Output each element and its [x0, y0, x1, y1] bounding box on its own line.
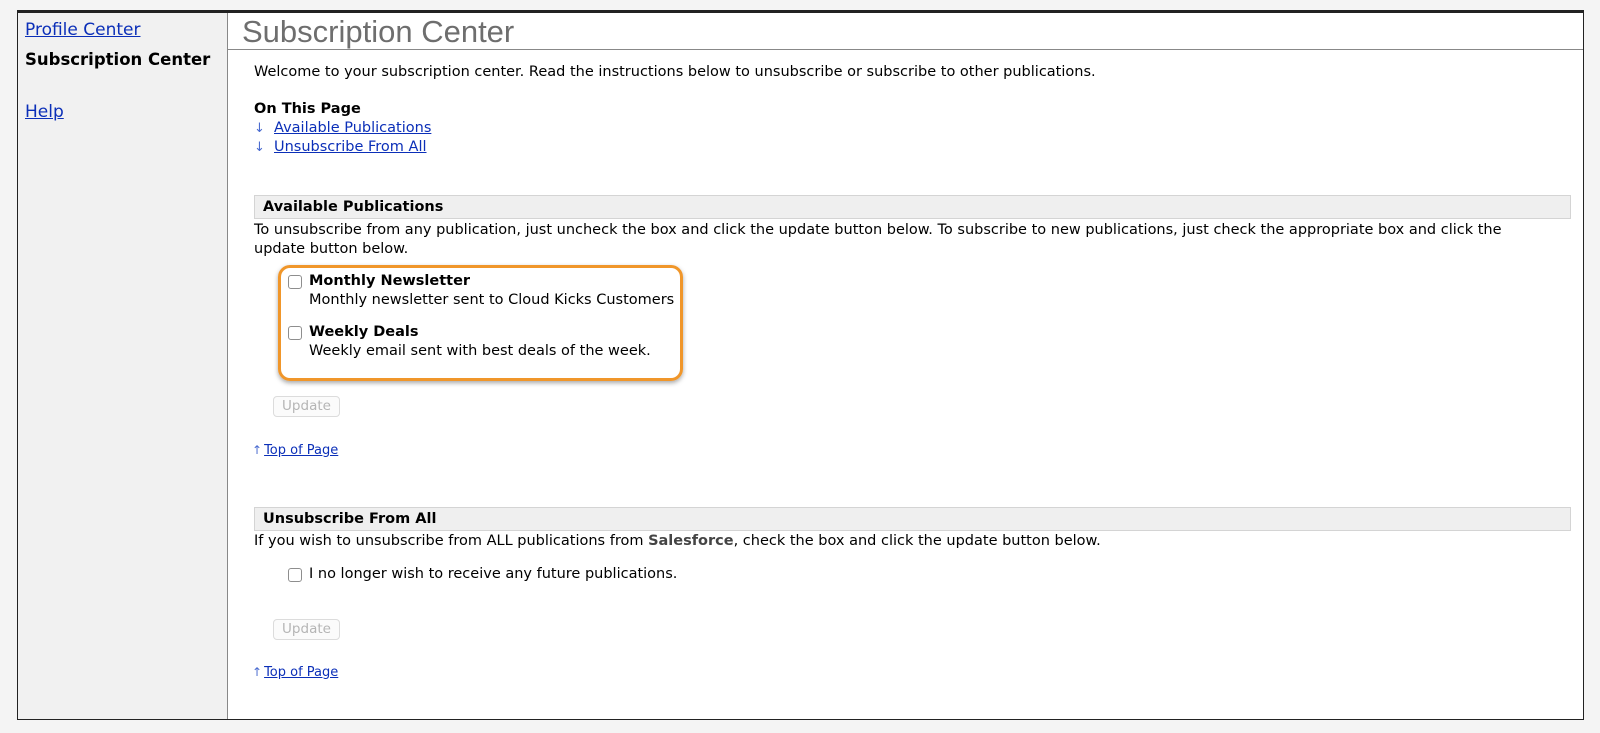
publication-name: Monthly Newsletter [309, 273, 471, 289]
unsubscribe-from-all-heading: Unsubscribe From All [254, 507, 1571, 531]
update-unsubscribe-button[interactable]: Update [273, 619, 340, 640]
unsubscribe-instructions-before: If you wish to unsubscribe from ALL publications from [254, 533, 649, 549]
page-title: Subscription Center [228, 13, 1583, 50]
on-this-page-heading: On This Page [254, 101, 361, 117]
main-content [228, 13, 1583, 719]
on-this-page-item [254, 139, 427, 155]
company-name: Salesforce [648, 533, 734, 549]
arrow-down-icon: ↓ [254, 121, 265, 136]
available-publications-heading: Available Publications [254, 195, 1571, 219]
profile-center-link[interactable]: Profile Center [25, 20, 141, 40]
intro-text: Welcome to your subscription center. Read the instructions below to unsubscribe or subscribe to other publications. [254, 64, 1096, 80]
arrow-up-icon: ↑ [252, 443, 263, 457]
available-publications-link[interactable]: Available Publications [274, 120, 432, 136]
unsubscribe-all-label: I no longer wish to receive any future publications. [309, 566, 678, 582]
top-of-page-link[interactable]: Top of Page [264, 443, 339, 458]
unsubscribe-from-all-link[interactable]: Unsubscribe From All [274, 139, 427, 155]
monthly-newsletter-checkbox[interactable] [288, 275, 302, 289]
update-publications-button[interactable]: Update [273, 396, 340, 417]
on-this-page-item [254, 120, 431, 136]
publication-description: Monthly newsletter sent to Cloud Kicks Customers [309, 292, 675, 308]
available-instructions: To unsubscribe from any publication, just uncheck the box and click the update button below. To subscribe to new publications, just check the appropriate box and click the update button below. [254, 222, 1502, 257]
arrow-up-icon: ↑ [252, 665, 263, 679]
unsubscribe-all-checkbox[interactable] [288, 568, 302, 582]
unsubscribe-instructions [254, 533, 1101, 549]
sidebar [18, 13, 228, 719]
top-of-page-row [252, 443, 338, 458]
unsubscribe-instructions-after: , check the box and click the update button below. [733, 533, 1101, 549]
weekly-deals-checkbox[interactable] [288, 326, 302, 340]
publication-description: Weekly email sent with best deals of the week. [309, 343, 651, 359]
sidebar-current-subscription-center: Subscription Center [25, 50, 211, 69]
publication-name: Weekly Deals [309, 324, 419, 340]
top-of-page-link[interactable]: Top of Page [264, 665, 339, 680]
top-of-page-row [252, 665, 338, 680]
help-link[interactable]: Help [25, 102, 64, 122]
page-frame [17, 10, 1584, 720]
arrow-down-icon: ↓ [254, 140, 265, 155]
